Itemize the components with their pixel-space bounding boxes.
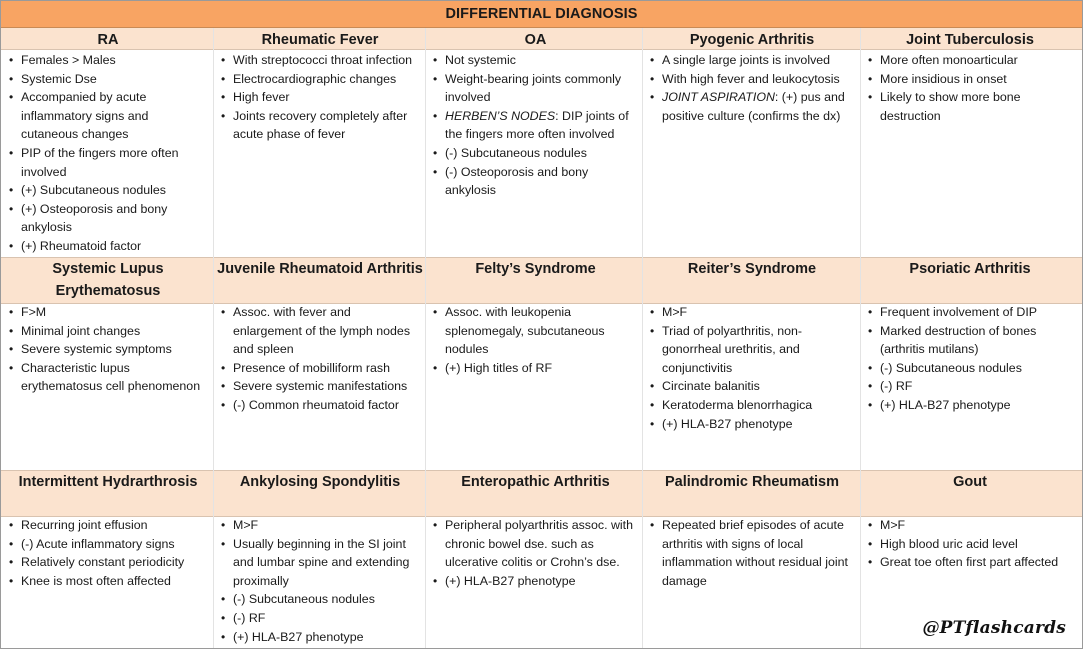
- point-text: Usually beginning in the SI joint and lumbar spine and extending proximally: [233, 536, 410, 588]
- list-item: [433, 572, 640, 591]
- list-item: [868, 516, 1074, 535]
- list-item: [650, 88, 856, 125]
- point-text: Marked destruction of bones (arthritis mutilans): [880, 323, 1037, 357]
- list-item: [221, 535, 421, 591]
- point-text: : DIP joints of the fingers more often involved: [445, 108, 629, 142]
- list-item: [9, 303, 209, 322]
- list-item: [9, 359, 209, 396]
- list-item: [433, 303, 640, 359]
- list-item: [650, 303, 856, 322]
- list-item: [9, 51, 209, 70]
- column-divider: [642, 28, 643, 648]
- list-item: [221, 107, 421, 144]
- point-text: (+) HLA-B27 phenotype: [445, 573, 576, 588]
- list-item: [650, 322, 856, 378]
- point-text: F>M: [21, 305, 47, 319]
- list-item: [433, 163, 640, 200]
- list-item: [9, 535, 209, 554]
- condition-points: [433, 516, 640, 590]
- point-text: (+) Rheumatoid factor: [21, 238, 142, 253]
- list-item: [868, 51, 1074, 70]
- list-item: [221, 590, 421, 609]
- list-item: [221, 359, 421, 378]
- list-item: [9, 88, 209, 144]
- condition-points: [868, 51, 1074, 125]
- condition-points: [9, 516, 209, 590]
- column-divider: [213, 28, 214, 648]
- point-text: (-) Acute inflammatory signs: [21, 536, 175, 551]
- condition-heading: Enteropathic Arthritis: [461, 474, 610, 490]
- list-item: [221, 303, 421, 359]
- list-item: [433, 51, 640, 70]
- point-text: Minimal joint changes: [21, 323, 141, 338]
- list-item: [868, 377, 1074, 396]
- list-item: [9, 200, 209, 237]
- list-item: [868, 535, 1074, 554]
- point-text: (+) HLA-B27 phenotype: [880, 397, 1011, 412]
- list-item: [650, 70, 856, 89]
- point-text: Joints recovery completely after acute phase of fever: [233, 108, 408, 142]
- point-text: Not systemic: [445, 53, 516, 67]
- point-text: Likely to show more bone destruction: [880, 90, 1021, 123]
- condition-heading: Psoriatic Arthritis: [909, 261, 1031, 277]
- list-item: [9, 144, 209, 181]
- point-text: PIP of the fingers more often involved: [21, 145, 179, 179]
- list-item: [9, 70, 209, 89]
- list-item: [650, 415, 856, 434]
- list-item: [868, 88, 1074, 125]
- list-item: [9, 340, 209, 359]
- condition-points: [650, 516, 856, 590]
- point-text: (-) Common rheumatoid factor: [233, 397, 399, 412]
- point-text: : (+) pus and positive culture (confirms the dx): [662, 90, 845, 123]
- condition-heading: RA: [97, 32, 119, 48]
- condition-heading: Palindromic Rheumatism: [664, 474, 840, 490]
- emphasized-term: HERBEN’S NODES: [445, 108, 556, 123]
- list-item: [433, 107, 640, 144]
- condition-points: [868, 516, 1074, 572]
- point-text: Females > Males: [21, 53, 116, 67]
- point-text: (-) Subcutaneous nodules: [233, 592, 375, 607]
- point-text: High fever: [233, 90, 290, 105]
- point-text: (-) Osteoporosis and bony ankylosis: [445, 164, 589, 198]
- list-item: [868, 70, 1074, 89]
- condition-points: [650, 303, 856, 433]
- condition-heading: Gout: [953, 474, 987, 490]
- list-item: [9, 322, 209, 341]
- point-text: (-) RF: [233, 610, 266, 625]
- point-text: More often monoarticular: [880, 53, 1018, 67]
- list-item: [221, 70, 421, 89]
- condition-heading: Pyogenic Arthritis: [689, 32, 815, 48]
- list-item: [9, 572, 209, 591]
- point-text: Peripheral polyarthritis assoc. with chronic bowel dse. such as ulcerative colitis or Crohn’s dse.: [445, 518, 634, 570]
- list-item: [868, 553, 1074, 572]
- list-item: [221, 377, 421, 396]
- point-text: Knee is most often affected: [21, 573, 171, 588]
- list-item: [433, 516, 640, 572]
- condition-points: [9, 51, 209, 256]
- list-item: [221, 609, 421, 628]
- point-text: Characteristic lupus erythematosus cell phenomenon: [21, 360, 201, 394]
- condition-points: [221, 516, 421, 646]
- point-text: Assoc. with fever and enlargement of the lymph nodes and spleen: [233, 305, 411, 357]
- point-text: Systemic Dse: [21, 71, 97, 86]
- point-text: Accompanied by acute inflammatory signs and cutaneous changes: [21, 90, 149, 142]
- condition-heading: Juvenile Rheumatoid Arthritis: [217, 261, 423, 277]
- point-text: Relatively constant periodicity: [21, 555, 185, 570]
- point-text: Severe systemic manifestations: [233, 379, 408, 394]
- list-item: [650, 396, 856, 415]
- list-item: [9, 237, 209, 256]
- point-text: Presence of mobilliform rash: [233, 360, 391, 375]
- point-text: Frequent involvement of DIP: [880, 305, 1038, 319]
- list-item: [221, 51, 421, 70]
- point-text: (+) HLA-B27 phenotype: [662, 416, 793, 431]
- point-text: M>F: [662, 305, 688, 319]
- condition-heading: OA: [524, 32, 547, 48]
- point-text: (+) Osteoporosis and bony ankylosis: [21, 201, 168, 235]
- point-text: (-) Subcutaneous nodules: [880, 360, 1022, 375]
- point-text: (+) Subcutaneous nodules: [21, 183, 167, 198]
- condition-points: [868, 303, 1074, 415]
- condition-points: [221, 303, 421, 415]
- condition-heading: Systemic Lupus Erythematosus: [52, 261, 164, 299]
- point-text: More insidious in onset: [880, 71, 1007, 86]
- point-text: Repeated brief episodes of acute arthritis with signs of local inflammation without residual joint damage: [662, 518, 848, 588]
- point-text: A single large joints is involved: [662, 53, 831, 67]
- point-text: Keratoderma blenorrhagica: [662, 397, 813, 412]
- condition-points: [650, 51, 856, 125]
- point-text: Recurring joint effusion: [21, 518, 148, 532]
- point-text: M>F: [880, 518, 906, 532]
- point-text: Assoc. with leukopenia splenomegaly, subcutaneous nodules: [445, 305, 605, 357]
- condition-points: [433, 303, 640, 377]
- list-item: [433, 70, 640, 107]
- list-item: [868, 303, 1074, 322]
- point-text: Weight-bearing joints commonly involved: [445, 71, 622, 105]
- condition-points: [9, 303, 209, 396]
- list-item: [221, 628, 421, 647]
- condition-heading: Rheumatic Fever: [261, 32, 379, 48]
- point-text: Circinate balanitis: [662, 379, 760, 394]
- point-text: High blood uric acid level: [880, 536, 1018, 551]
- list-item: [650, 377, 856, 396]
- list-item: [221, 396, 421, 415]
- condition-heading: Intermittent Hydrarthrosis: [18, 474, 198, 490]
- column-divider: [425, 28, 426, 648]
- point-text: (+) HLA-B27 phenotype: [233, 629, 364, 644]
- point-text: (-) RF: [880, 379, 913, 394]
- point-text: Severe systemic symptoms: [21, 342, 172, 357]
- column-divider: [860, 28, 861, 648]
- list-item: [221, 88, 421, 107]
- list-item: [868, 396, 1074, 415]
- watermark-signature: @PTflashcards: [922, 618, 1066, 638]
- list-item: [433, 144, 640, 163]
- point-text: (+) High titles of RF: [445, 360, 553, 375]
- list-item: [868, 359, 1074, 378]
- table-title: DIFFERENTIAL DIAGNOSIS: [1, 1, 1082, 28]
- point-text: With streptococci throat infection: [233, 53, 413, 67]
- list-item: [650, 51, 856, 70]
- list-item: [9, 553, 209, 572]
- point-text: (-) Subcutaneous nodules: [445, 145, 587, 160]
- condition-heading: Ankylosing Spondylitis: [239, 474, 401, 490]
- point-text: Electrocardiographic changes: [233, 71, 397, 86]
- point-text: M>F: [233, 518, 259, 532]
- list-item: [650, 516, 856, 590]
- point-text: With high fever and leukocytosis: [662, 71, 840, 86]
- condition-heading: Felty’s Syndrome: [475, 261, 596, 277]
- condition-points: [433, 51, 640, 200]
- list-item: [221, 516, 421, 535]
- condition-heading: Reiter’s Syndrome: [687, 261, 817, 277]
- list-item: [9, 181, 209, 200]
- list-item: [9, 516, 209, 535]
- condition-heading: Joint Tuberculosis: [906, 32, 1034, 48]
- list-item: [433, 359, 640, 378]
- condition-points: [221, 51, 421, 144]
- emphasized-term: JOINT ASPIRATION: [662, 90, 775, 105]
- list-item: [868, 322, 1074, 359]
- point-text: Great toe often first part affected: [880, 555, 1059, 570]
- point-text: Triad of polyarthritis, non-gonorrheal urethritis, and conjunctivitis: [662, 323, 803, 375]
